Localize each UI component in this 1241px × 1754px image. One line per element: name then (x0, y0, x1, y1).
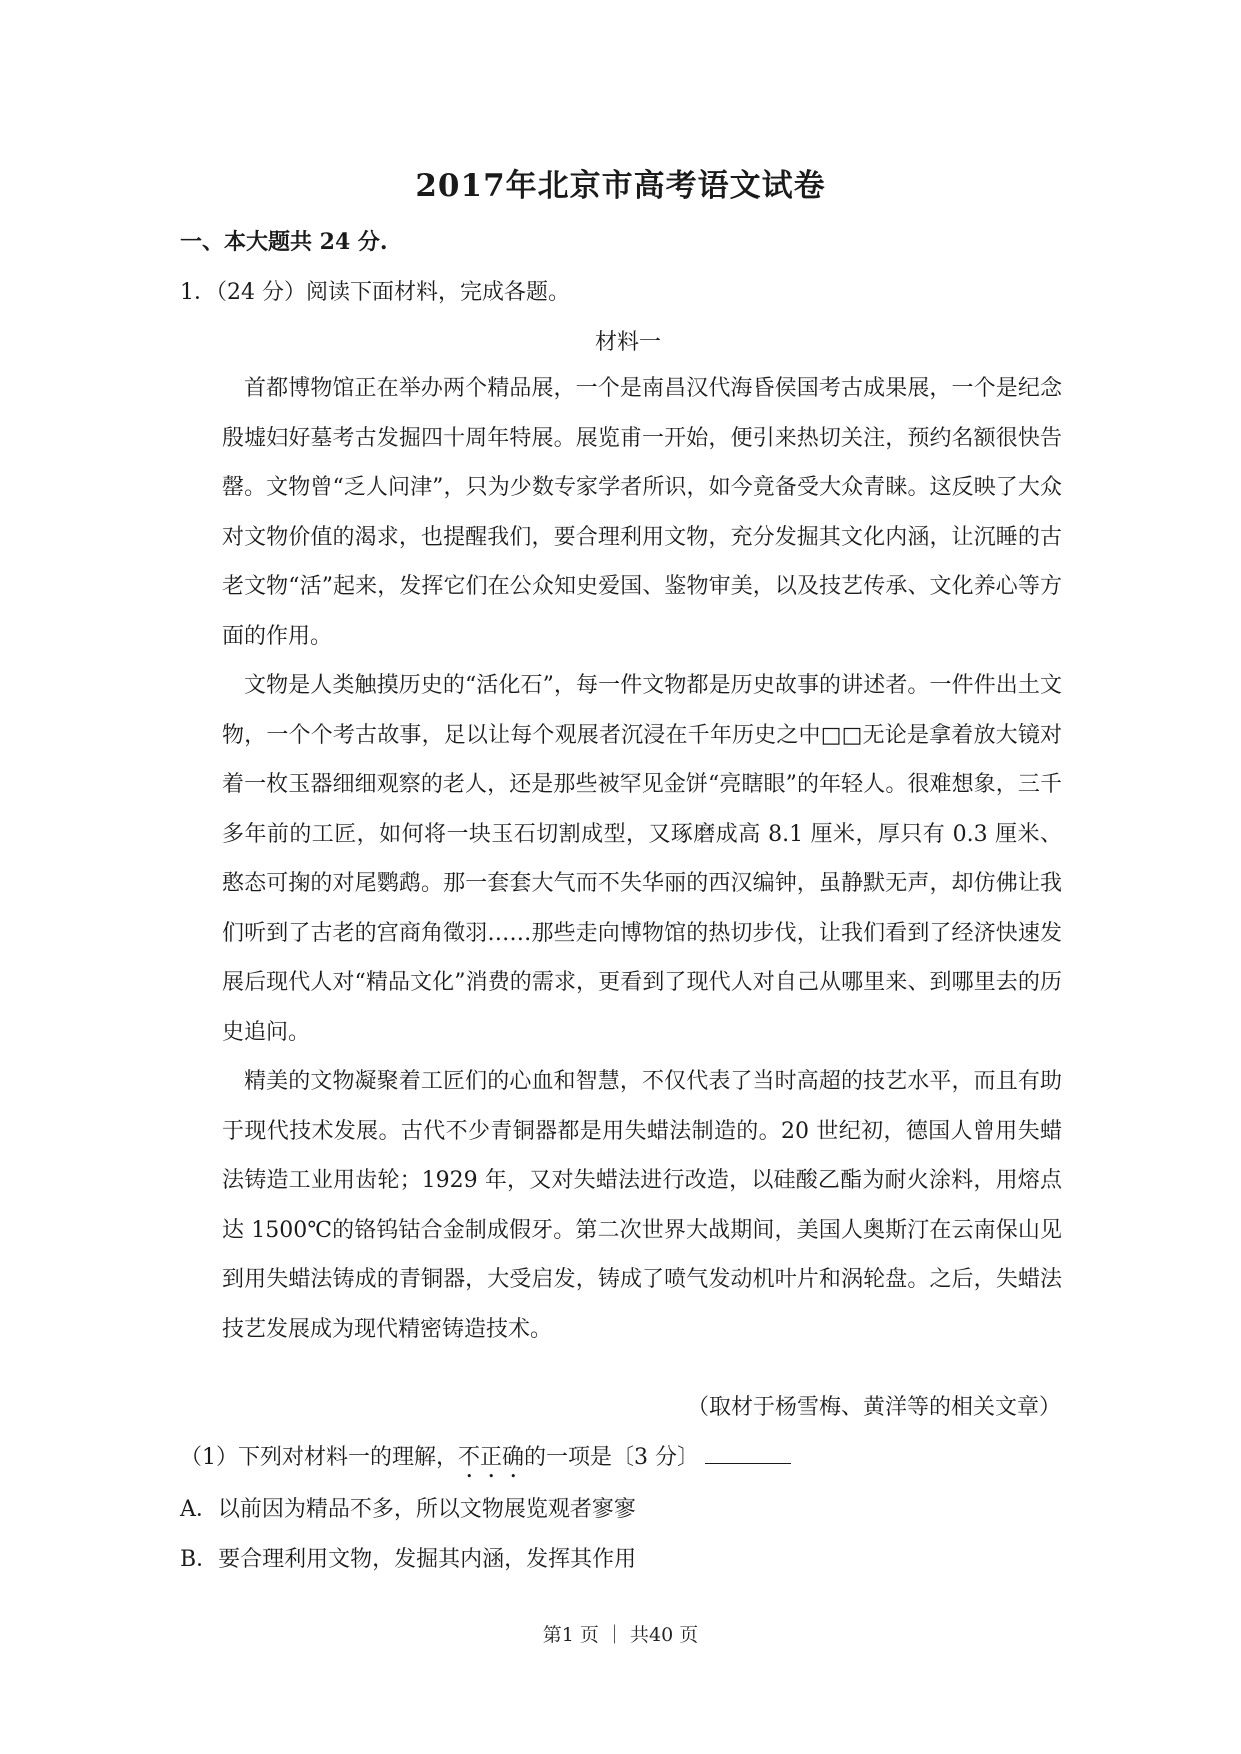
option-b: B．要合理利用文物，发掘其内涵，发挥其作用 (180, 1547, 637, 1572)
source-note: （取材于杨雪梅、黄洋等的相关文章） (686, 1395, 1061, 1420)
page-footer: 第1 页 ｜ 共40 页 (542, 1624, 699, 1646)
paragraph: 首都博物馆正在举办两个精品展，一个是南昌汉代海昏侯国考古成果展，一个是纪念殷墟妇好墓考古发掘四十周年特展。展览甫一开始，便引来热切关注，预约名额很快告罄。文物曾“乏人问津”，只为少数专家学者所识，如今竟备受大众青睐。这反映了大众对文物价值的渴求，也提醒我们，要合理利用文物，充分发掘其文化内涵，让沉睡的古老文物“活”起来，发挥它们在公众知史爱国、鉴物审美，以及技艺传承、文化养心等方面的作用。 (222, 376, 1062, 649)
question-number: 1． (180, 280, 216, 305)
material-heading: 材料一 (594, 330, 661, 355)
question-text: （24 分）阅读下面材料，完成各题。 (216, 280, 570, 305)
page-title: 2017年北京市高考语文试卷 (415, 168, 826, 204)
section-heading: 一、本大题共 24 分. (180, 229, 388, 255)
option-a: A．以前因为精品不多，所以文物展览观者寥寥 (180, 1497, 636, 1522)
sub-question-prefix: （1）下列对材料一的理解， (180, 1445, 458, 1470)
material-text (222, 364, 1062, 1354)
sub-question-suffix: 的一项是〔3 分〕 (524, 1445, 700, 1470)
paragraph: 精美的文物凝聚着工匠们的心血和智慧，不仅代表了当时高超的技艺水平，而且有助于现代技术发展。古代不少青铜器都是用失蜡法制造的。20 世纪初，德国人曾用失蜡法铸造工业用齿轮；1929 年，又对失蜡法进行改造，以硅酸乙酯为耐火涂料，用熔点达 1500℃的铬钨钴合金制成假牙。第二次世界大战期间，美国人奥斯汀在云南保山见到用失蜡法铸成的青铜器，大受启发，铸成了喷气发动机叶片和涡轮盘。之后，失蜡法技艺发展成为现代精密铸造技术。 (222, 1069, 1062, 1342)
sub-question (180, 1440, 791, 1483)
answer-blank[interactable] (705, 1443, 791, 1464)
emphasis-text: 不正确 (458, 1445, 525, 1470)
paragraph: 文物是人类触摸历史的“活化石”，每一件文物都是历史故事的讲述者。一件件出土文物，一个个考古故事，足以让每个观展者沉浸在千年历史之中□□无论是拿着放大镜对着一枚玉器细细观察的老人，还是那些被罕见金饼“亮瞎眼”的年轻人。很难想象，三千多年前的工匠，如何将一块玉石切割成型，又琢磨成高 8.1 厘米，厚只有 0.3 厘米、憨态可掬的对尾鹦鹉。那一套套大气而不失华丽的西汉编钟，虽静默无声，却仿佛让我们听到了古老的宫商角徵羽……那些走向博物馆的热切步伐，让我们看到了经济快速发展后现代人对“精品文化”消费的需求，更看到了现代人对自己从哪里来、到哪里去的历史追问。 (222, 673, 1062, 1045)
question-stem (180, 275, 570, 306)
